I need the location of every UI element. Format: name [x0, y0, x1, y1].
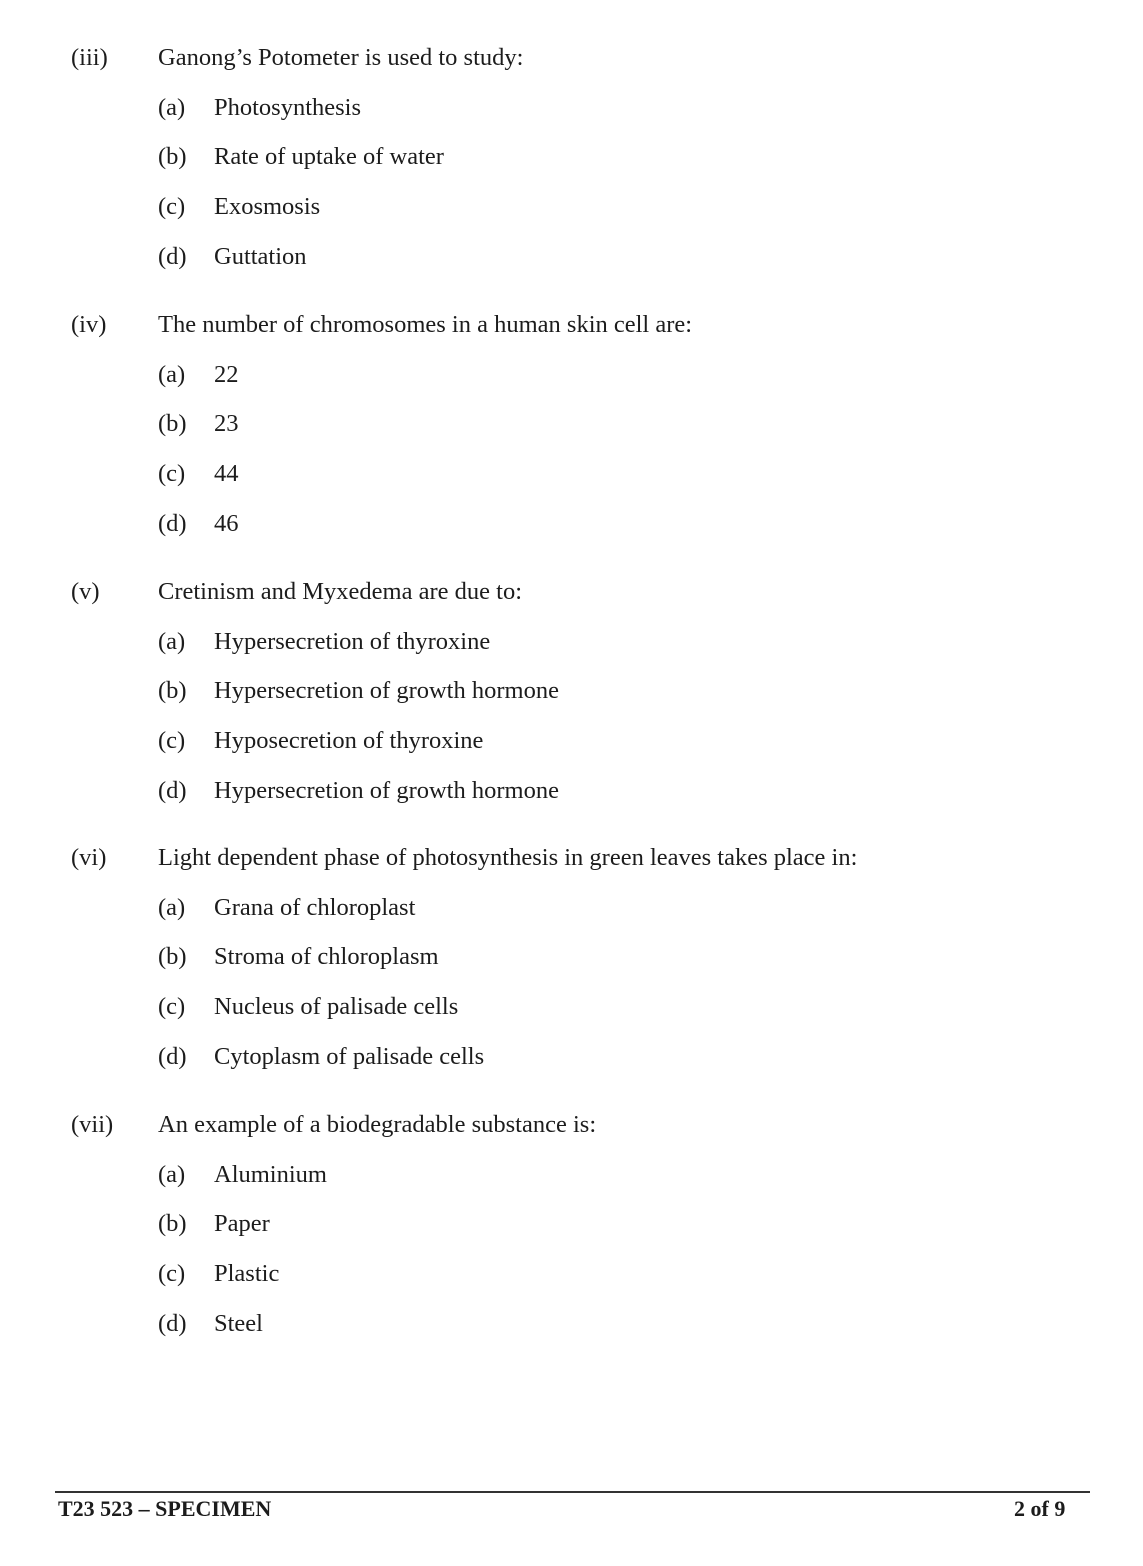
option-text: Steel	[214, 1309, 263, 1337]
paper-code: T23 523 – SPECIMEN	[58, 1496, 272, 1521]
option-text: Paper	[214, 1210, 270, 1238]
option-text: Aluminium	[214, 1160, 327, 1188]
question-v	[0, 576, 1143, 807]
question-text: The number of chromosomes in a human skin cell are:	[158, 311, 693, 338]
option-b	[0, 1208, 1143, 1240]
option-d	[0, 1308, 1143, 1340]
option-letter: (c)	[158, 460, 186, 488]
option-d	[0, 1041, 1143, 1073]
option-letter: (c)	[158, 993, 186, 1021]
question-text: Cretinism and Myxedema are due to:	[158, 578, 522, 605]
option-letter: (d)	[158, 776, 187, 804]
option-c	[0, 725, 1143, 757]
option-c	[0, 191, 1143, 223]
option-letter: (b)	[158, 1210, 187, 1238]
option-text: Nucleus of palisade cells	[214, 993, 459, 1021]
option-text: 46	[214, 509, 239, 537]
option-text: Hyposecretion of thyroxine	[214, 727, 484, 755]
option-text: Grana of chloroplast	[214, 893, 416, 921]
question-number: (iii)	[71, 44, 108, 71]
option-text: Cytoplasm of palisade cells	[214, 1042, 485, 1070]
option-text: Hypersecretion of thyroxine	[214, 627, 491, 655]
option-letter: (b)	[158, 677, 187, 705]
option-letter: (c)	[158, 1260, 186, 1288]
question-text: Ganong’s Potometer is used to study:	[158, 44, 524, 71]
option-letter: (c)	[158, 727, 186, 755]
question-number: (v)	[71, 578, 100, 605]
option-b	[0, 141, 1143, 173]
option-b	[0, 675, 1143, 707]
option-b	[0, 408, 1143, 440]
question-stem	[0, 42, 1143, 74]
option-letter: (c)	[158, 193, 186, 221]
option-letter: (a)	[158, 627, 186, 655]
question-iii	[0, 42, 1143, 273]
page-number: 2 of 9	[1014, 1496, 1066, 1521]
question-stem	[0, 1109, 1143, 1141]
option-letter: (a)	[158, 360, 186, 388]
question-number: (iv)	[71, 311, 107, 338]
question-vi	[0, 842, 1143, 1073]
option-text: Rate of uptake of water	[214, 143, 444, 171]
option-letter: (d)	[158, 1042, 187, 1070]
option-a	[0, 1159, 1143, 1191]
option-d	[0, 775, 1143, 807]
question-iv	[0, 309, 1143, 540]
question-text: An example of a biodegradable substance is:	[158, 1111, 597, 1138]
option-text: Hypersecretion of growth hormone	[214, 776, 559, 804]
option-text: Guttation	[214, 242, 307, 270]
option-text: 23	[214, 410, 239, 438]
option-text: Exosmosis	[214, 193, 321, 221]
option-letter: (d)	[158, 242, 187, 270]
option-text: Stroma of chloroplasm	[214, 943, 439, 971]
option-letter: (b)	[158, 143, 187, 171]
option-c	[0, 1258, 1143, 1290]
option-a	[0, 92, 1143, 124]
option-b	[0, 941, 1143, 973]
question-vii	[0, 1109, 1143, 1340]
option-text: 22	[214, 360, 239, 388]
option-letter: (d)	[158, 1309, 187, 1337]
footer-divider	[55, 1491, 1090, 1493]
question-number: (vi)	[71, 844, 107, 871]
question-stem	[0, 309, 1143, 341]
option-a	[0, 892, 1143, 924]
option-c	[0, 458, 1143, 490]
option-text: Photosynthesis	[214, 93, 362, 121]
option-letter: (b)	[158, 410, 187, 438]
option-letter: (b)	[158, 943, 187, 971]
option-letter: (a)	[158, 1160, 186, 1188]
option-letter: (a)	[158, 893, 186, 921]
question-stem	[0, 576, 1143, 608]
option-a	[0, 359, 1143, 391]
question-number: (vii)	[71, 1111, 114, 1138]
question-stem	[0, 842, 1143, 874]
option-letter: (a)	[158, 93, 186, 121]
option-text: Plastic	[214, 1260, 280, 1288]
question-text: Light dependent phase of photosynthesis in green leaves takes place in:	[158, 844, 858, 871]
option-d	[0, 508, 1143, 540]
option-d	[0, 241, 1143, 273]
option-text: 44	[214, 460, 239, 488]
option-letter: (d)	[158, 509, 187, 537]
option-a	[0, 626, 1143, 658]
option-text: Hypersecretion of growth hormone	[214, 677, 559, 705]
option-c	[0, 991, 1143, 1023]
